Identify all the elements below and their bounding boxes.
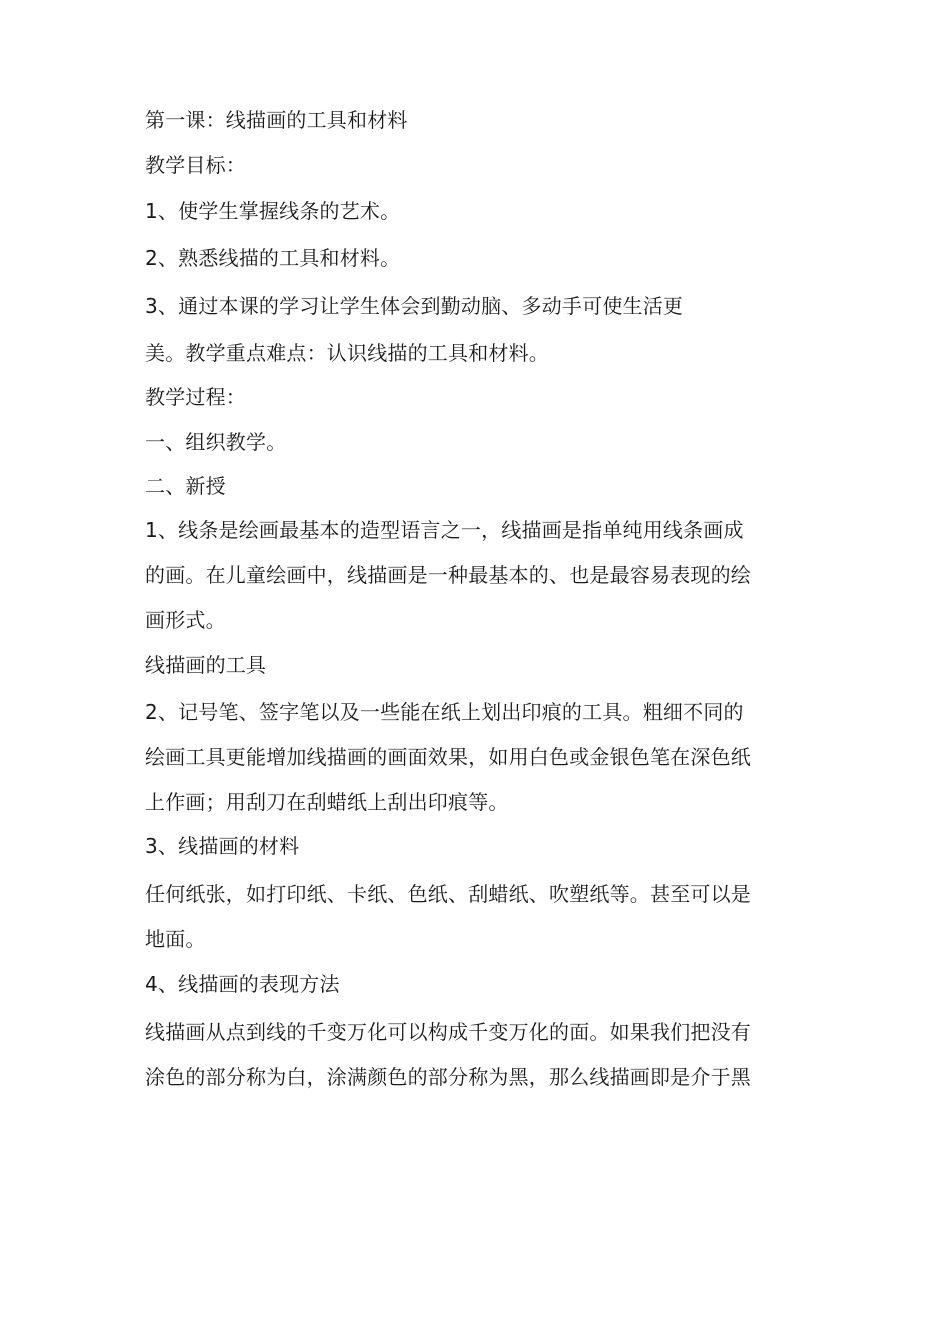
process-step-2: 二、新授 [145,474,226,498]
lesson-title: 第一课：线描画的工具和材料 [145,108,408,132]
subheading-materials: 3、线描画的材料 [145,834,300,858]
paragraph-line: 上作画；用刮刀在刮蜡纸上刮出印痕等。 [145,790,509,814]
objective-3: 3、通过本课的学习让学生体会到勤动脑、多动手可使生活更 [145,294,684,318]
paragraph-line: 线描画从点到线的千变万化可以构成千变万化的面。如果我们把没有 [145,1020,751,1044]
paragraph-line: 1、线条是绘画最基本的造型语言之一，线描画是指单纯用线条画成 [145,518,744,542]
process-step-1: 一、组织教学。 [145,430,287,454]
objective-2: 2、熟悉线描的工具和材料。 [145,246,401,270]
section-heading-process: 教学过程： [145,385,246,409]
paragraph-line: 的画。在儿童绘画中，线描画是一种最基本的、也是最容易表现的绘 [145,563,751,587]
objective-3-continued: 美。教学重点难点：认识线描的工具和材料。 [145,341,549,365]
subheading-tools: 线描画的工具 [145,653,267,677]
paragraph-line: 任何纸张，如打印纸、卡纸、色纸、刮蜡纸、吹塑纸等。甚至可以是 [145,882,751,906]
paragraph-line: 画形式。 [145,608,226,632]
section-heading-objectives: 教学目标： [145,153,246,177]
subheading-methods: 4、线描画的表现方法 [145,972,340,996]
paragraph-line: 绘画工具更能增加线描画的画面效果，如用白色或金银色笔在深色纸 [145,745,751,769]
paragraph-line: 2、记号笔、签字笔以及一些能在纸上划出印痕的工具。粗细不同的 [145,700,744,724]
paragraph-line: 涂色的部分称为白，涂满颜色的部分称为黑，那么线描画即是介于黑 [145,1065,751,1089]
paragraph-line: 地面。 [145,927,206,951]
objective-1: 1、使学生掌握线条的艺术。 [145,199,401,223]
